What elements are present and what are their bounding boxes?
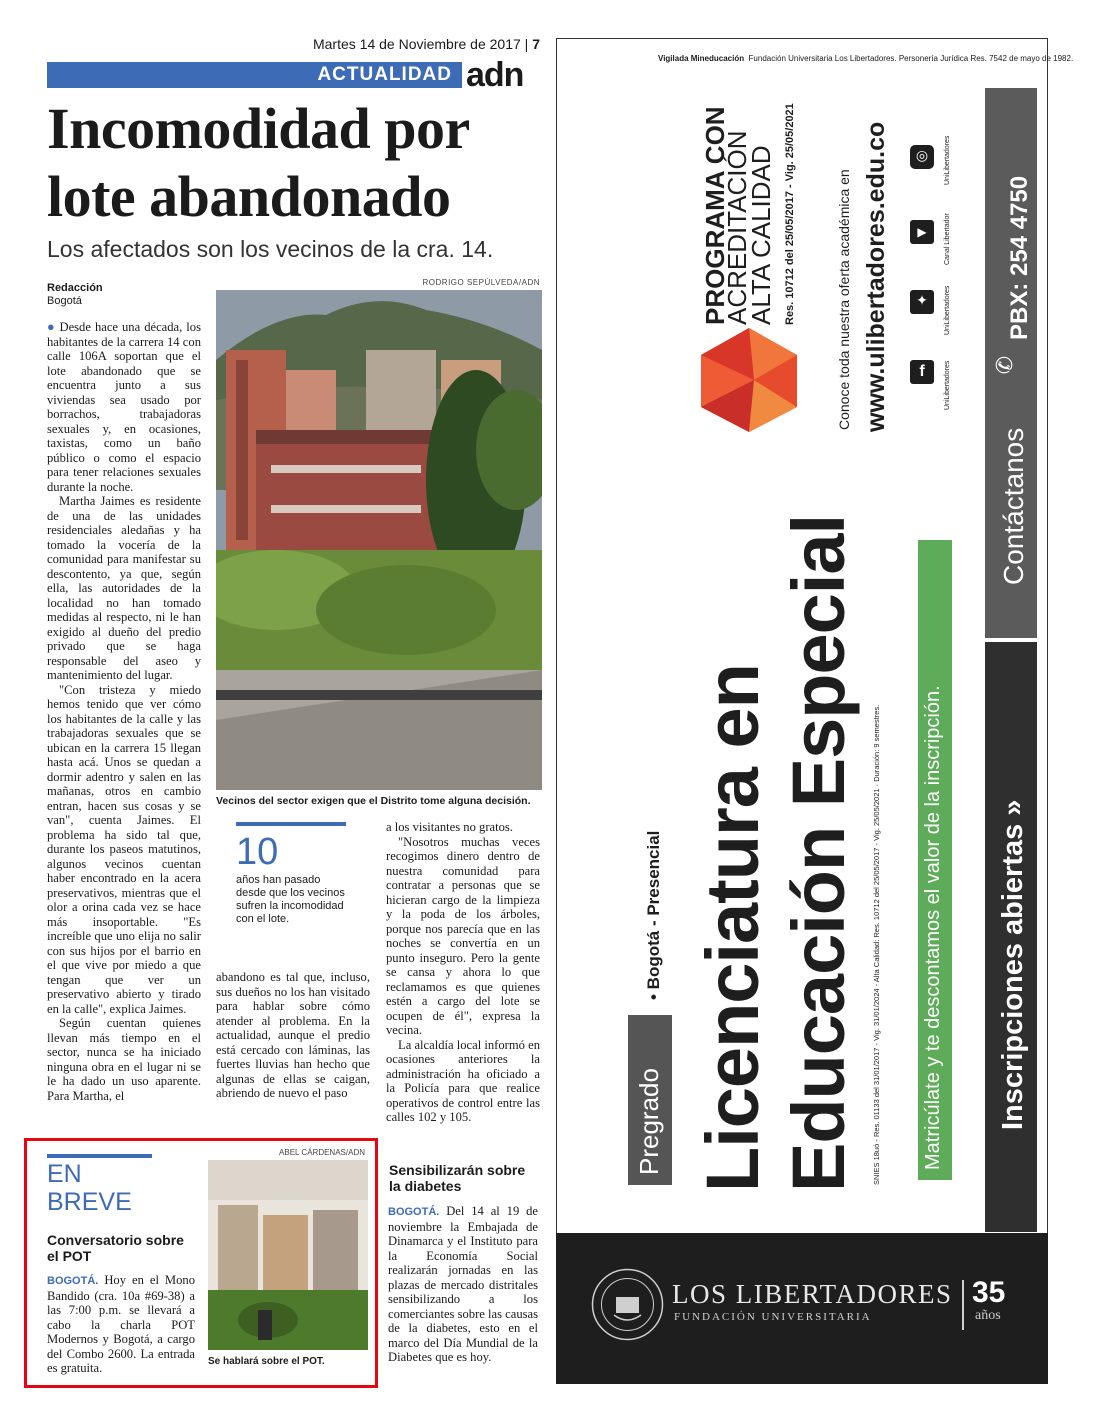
social-handle: UniLibertadores [944,360,951,410]
byline-city: Bogotá [47,295,82,307]
brief-section-title: EN BREVE [47,1160,132,1216]
social-handle: UniLibertadores [944,135,951,185]
twitter-icon[interactable]: ✦ [910,290,934,314]
article-column-2 [216,970,370,1101]
brand-name: LOS LIBERTADORES [672,1279,953,1309]
paragraph: Según cuentan quienes llevan más tiempo en el sector, nunca se ha iniciado ninguna obra en el lugar ni se le ha dado un uso aparente. Para Martha, el [47,1016,201,1103]
social-handle: Canal Libertador [944,213,951,265]
inscripciones-label[interactable]: Inscripciones abiertas » [997,799,1029,1130]
paragraph: a los visitantes no gratos. [386,820,513,834]
facebook-icon[interactable]: f [910,360,934,384]
section-label: ACTUALIDAD [317,64,452,85]
diabetes-city: BOGOTÁ. [388,1206,440,1218]
article-column-3 [386,820,540,1125]
diabetes-body: BOGOTÁ. Del 14 al 19 de noviembre la Embajada de Dinamarca y el Instituto para la Economía Social realizarán jornadas en las plazas de mercado distritales sensibilizando a los comerciantes sobre las causas de la diabetes, esto en el marco del Día Mundial de la Diabetes que es hoy. [388,1204,539,1364]
divider [962,1280,964,1330]
paragraph: La alcaldía local informó en ocasiones anteriores la administración ha oficiado a la Policía para que realice operativos de control entre las calles 102 y 105. [386,1037,540,1124]
accreditation-line1: PROGRAMA CON [700,106,730,325]
accreditation-line2: ACREDITACIÓN [722,130,752,325]
dateline: Martes 14 de Noviembre de 2017 | 7 [312,36,540,52]
bullet-icon: ● [47,320,56,334]
phone-icon: ✆ [992,355,1018,375]
photo-credit: RODRIGO SEPÚLVEDA/ADN [422,278,540,287]
paragraph: Martha Jaimes es residente de una de las unidades residenciales aledañas y ha tomado la vocería de la comunidad para manifestar su descontento, ya que, según ella, las autoridades de la localidad no han tomado medidas al respecto, ni le han exigido al dueño del predio privado que se haga responsable del aseo y mantenimiento del lugar. [47,494,201,682]
headline [47,95,542,231]
headline-line2: lote abandonado [47,164,451,229]
byline-name: Redacción [47,282,103,294]
program-line1: Licenciatura en [691,664,774,1192]
program-line2: Educación Especial [777,514,860,1192]
stat-rule [236,822,346,826]
contact-label: Contáctanos [998,427,1029,585]
brief-headline: Conversatorio sobre el POT [47,1232,184,1264]
brief-rule [47,1154,152,1158]
stat-box [236,822,348,926]
subhead: Los afectados son los vecinos de la cra. 14. [47,236,494,262]
page-number: 7 [532,36,540,52]
article-column-1 [47,320,201,1103]
website-link[interactable]: www.ulibertadores.edu.co [862,121,890,432]
diabetes-headline: Sensibilizarán sobre la diabetes [389,1162,526,1194]
headline-line1: Incomodidad por [47,96,470,161]
brief-body: BOGOTÁ. Hoy en el Mono Bandido (cra. 10a #69-38) a las 7:00 p.m. se llevará a cabo la charla POT Modernos y Bogotá, a cargo del Combo 2600. La entrada es gratuita. [47,1273,195,1375]
paragraph: "Nosotros muchas veces recogimos dinero dentro de nuestra comunidad para contratar a personas que se hicieran cargo de la limpieza y la poda de los árboles, porque nos parecía que en las noches se convertía en un punto inseguro. Pero la gente se cansa y ahora lo que reclamamos es que quienes estén a cargo del lote se ocupen de él", expresa la vecina. [386,834,540,1037]
phone-number: PBX: 254 4750 [1006,175,1033,340]
polygon-logo-icon [694,325,804,435]
neighborhood-photo [216,290,542,790]
pregrado-label: Pregrado [634,1068,664,1175]
anniversary-label: años [975,1308,1001,1323]
anniversary-number: 35 [972,1276,1006,1309]
ad-vigilada: Vigilada Mineducación Fundación Universitaria Los Libertadores. Personería Jurídica Res. 7542 de mayo de 1982. [658,54,1074,63]
accreditation-line3: ALTA CALIDAD [746,145,776,325]
stat-text: años han pasado desde que los vecinos sufren la incomodidad con el lote. [236,874,345,925]
brief-photo [208,1160,368,1350]
paragraph: abandono es tal que, incluso, sus dueños no los han visitado para hablar sobre cómo atender al problema. En la actualidad, aunque el predio está cercado con láminas, las fuertes lluvias han hecho que algunas de ellas se caigan, abriendo de nuevo el paso [216,970,370,1100]
seal-icon [590,1267,665,1342]
city-photo [208,1160,368,1350]
paragraph: "Con tristeza y miedo hemos tenido que ver cómo los habitantes de la calle y las trabajadoras sexuales que se ubican en la carrera 15 llegan hasta acá. Unos se quedan a dormir adentro y salen en las mañanas, otros en cambio entran, hacen sus cosas y se van", cuenta Jaimes. El problema ha sido tal que, durante los paseos matutinos, algunos vecinos cuentan haber encontrado en la acera preservativos, mientras que el olor a orina cada vez se hace más insoportable. "Es increíble que uno elija no salir con sus hijos por el barrio en el que vive por miedo a que tengan que ver un preservativo abierto y tirado en la calle", explica Jaimes. [47,682,201,1016]
social-handle: UniLibertadores [944,285,951,335]
promo-text: Matricúlate y te descontamos el valor de la inscripción. [922,685,944,1170]
brand-subtitle: FUNDACIÓN UNIVERSITARIA [674,1311,872,1323]
brief-city: BOGOTÁ. [47,1275,99,1287]
article-photo [216,290,542,790]
brief-caption: Se hablará sobre el POT. [208,1356,325,1367]
youtube-icon[interactable]: ▶ [910,220,934,244]
accreditation-res: Res. 10712 del 25/05/2017 - Vig. 25/05/2021 [784,103,796,325]
adn-logo: adn [466,56,524,94]
snies-info: SNIES 18uó - Res. 01133 del 31/01/2017 - Vig. 31/01/2024 - Alta Calidad: Res. 10712 del 25/05/2017 - Vig. 25/05/2021 · Duración: 9 semestres. [872,704,881,1185]
paragraph: Desde hace una década, los habitantes de la carrera 14 con calle 106A soportan que el lote abandonado que se encuentra junto a sus viviendas sea usado por borrachos, trabajadoras sexuales y, en ocasiones, taxistas, como un baño público o como el espacio para tener relaciones sexuales durante la noche. [47,320,201,494]
brief-photo-credit: ABEL CÁRDENAS/ADN [279,1148,365,1157]
modality: • Bogotá - Presencial [644,830,663,1000]
stat-number: 10 [236,831,279,873]
photo-caption: Vecinos del sector exigen que el Distrito tome alguna decisión. [216,795,531,807]
oferta-text: Conoce toda nuestra oferta académica en [836,169,852,430]
instagram-icon[interactable]: ◎ [910,145,934,169]
date: Martes 14 de Noviembre de 2017 [312,36,521,52]
